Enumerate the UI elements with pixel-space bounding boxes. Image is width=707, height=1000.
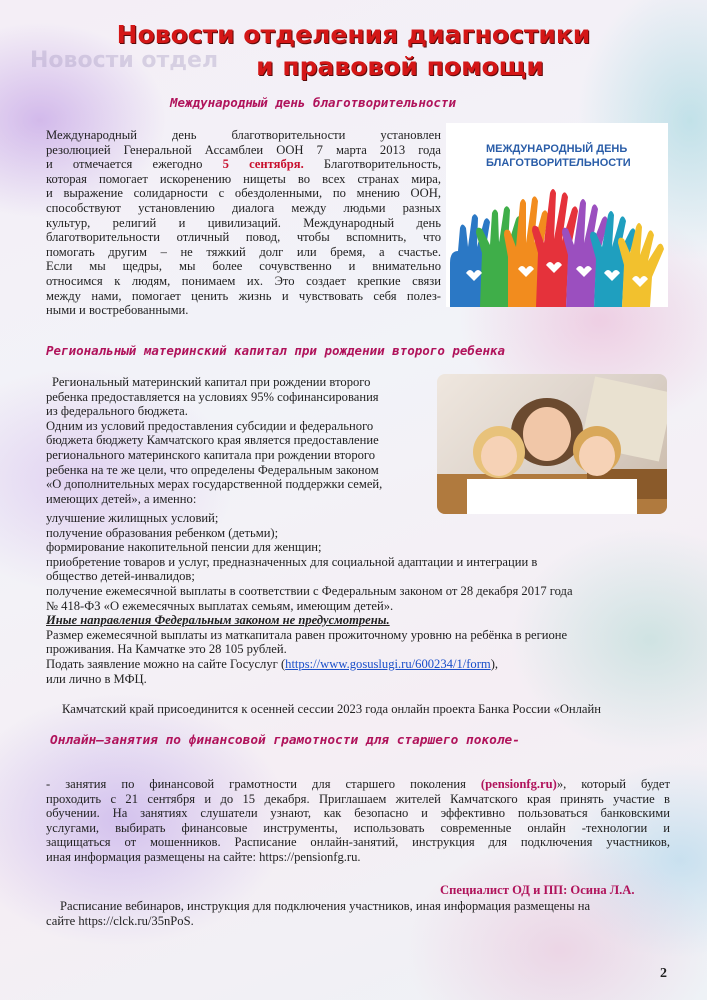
apply-line-2: или лично в МФЦ. <box>46 671 147 686</box>
text-line: Если мы щедры, мы более сочувственно и внимательно <box>46 259 441 274</box>
list-item-continuation: № 418-ФЗ «О ежемесячных выплатах семьям, имеющим детей». <box>46 598 394 613</box>
note-bold: Иные направления Федеральным законом не предусмотрены. <box>46 613 390 628</box>
text-line: ребенка на те же цели, что определены Федеральным законом <box>46 462 379 477</box>
text-line: ными и востребованными. <box>46 303 189 318</box>
note-line <box>46 613 686 628</box>
apply-line: Подать заявление можно на сайте Госуслуг (https://www.gosuslugi.ru/600234/1/form), <box>46 656 499 671</box>
text-line: Расписание вебинаров, инструкция для подключения участников, иная информация размещены на <box>60 899 591 913</box>
section-charity-body <box>46 128 441 318</box>
text-line: Одним из условий предоставления субсидии и федерального <box>46 418 374 433</box>
charity-day-image <box>446 123 668 307</box>
text-line: имеющих детей», а именно: <box>46 491 197 506</box>
text-line: и выражение солидарности с обездоленными, по мнению ООН, <box>46 186 441 201</box>
text-line: резолюцией Генеральной Ассамблеи ООН 7 марта 2013 года <box>46 142 441 157</box>
text-line: между нами, помогает ценить жизнь и чувствовать себя полез- <box>46 288 441 303</box>
image-caption-line1: МЕЖДУНАРОДНЫЙ ДЕНЬ <box>486 143 628 155</box>
family-illustration <box>437 374 667 514</box>
text-line: «О дополнительных мерах государственной поддержки семей, <box>46 477 383 492</box>
header-ghost-text: Новости отдел <box>30 48 219 73</box>
text-line: - занятия по финансовой грамотности для старшего поколения (pensionfg.ru)», который будет <box>46 777 670 791</box>
section-financial-body <box>46 777 670 865</box>
payment-line-2: проживания. На Камчатке это 28 105 рублей. <box>46 642 287 657</box>
pensionfg-highlight: (pensionfg.ru) <box>480 777 557 791</box>
text-line: проходить с 21 сентября и до 15 декабря. Приглашаем жителей Камчатского края принять участие в <box>46 791 670 806</box>
raised-hands-illustration <box>446 173 668 307</box>
text-line: иная информация размещены на сайте: https://pensionfg.ru. <box>46 849 361 864</box>
text-line: сайте https://clck.ru/35nPoS. <box>46 913 194 928</box>
section-heading-charity-day: Международный день благотворительности <box>170 95 456 110</box>
text-line: обучении. На занятиях слушатели узнают, как безопасно и эффективно пользоваться банковскими <box>46 806 670 821</box>
text-line: благотворительности отличный повод, чтобы вспомнить, что <box>46 230 441 245</box>
footer-schedule <box>46 899 670 928</box>
date-highlight: 5 сентября. <box>222 157 304 172</box>
section-heading-financial-literacy: Онлайн—занятия по финансовой грамотности для старшего поколе- <box>50 733 520 748</box>
text-line: бюджета бюджету Камчатского края является предоставление <box>46 433 379 448</box>
benefit-list <box>46 511 686 686</box>
page-title-line1: Новости отделения диагностики <box>116 20 591 49</box>
list-item: приобретение товаров и услуг, предназначенных для социальной адаптации и интеграции в <box>46 554 538 569</box>
list-item-continuation: общество детей-инвалидов; <box>46 569 195 584</box>
text-line: Региональный материнский капитал при рождении второго <box>52 375 371 389</box>
text-line: культур, религий и цивилизаций. Международный день <box>46 215 441 230</box>
text-line: Международный день благотворительности установлен <box>46 128 441 142</box>
text-line: защищаться от мошенников. Расписание онлайн-занятий, инструкция для подключения участников, <box>46 835 670 850</box>
section-maternity-body <box>46 375 436 506</box>
text-line: из федерального бюджета. <box>46 404 188 419</box>
list-item: формирование накопительной пенсии для женщин; <box>46 540 322 555</box>
text-line: способствуют установлению диалога между людьми разных <box>46 200 441 215</box>
gosuslugi-link[interactable]: https://www.gosuslugi.ru/600234/1/form <box>285 656 491 671</box>
payment-line: Размер ежемесячной выплаты из маткапитала равен прожиточному уровню на ребёнка в регионе <box>46 627 568 642</box>
page-title-line2: и правовой помощи <box>256 52 544 81</box>
text-line: относимся к людям, понимаем их. Это создает крепкие связи <box>46 273 441 288</box>
list-item: получение образования ребенком (детьми); <box>46 525 279 540</box>
text-line: помогать другим – не тяжкий долг или бремя, а счастье. <box>46 244 441 259</box>
text-line: услугами, выбирать финансовые инструменты, использовать современные онлайн -технологии и <box>46 820 670 835</box>
section-heading-maternity-capital: Региональный материнский капитал при рождении второго ребенка <box>46 343 506 358</box>
list-item: улучшение жилищных условий; <box>46 511 219 525</box>
text-line: регионального материнского капитала при рождении второго <box>46 447 376 462</box>
image-caption-line2: БЛАГОТВОРИТЕЛЬНОСТИ <box>486 157 631 169</box>
text-line: и отмечается ежегодно 5 сентября. Благотворительность, <box>46 157 441 172</box>
kamchatka-announcement: Камчатский край присоединится к осенней сессии 2023 года онлайн проекта Банка России «Онлайн <box>62 702 602 716</box>
text-line: ребенка предоставляется на условиях 95% софинансирования <box>46 389 379 404</box>
signature: Специалист ОД и ПП: Осина Л.А. <box>440 883 635 897</box>
text-line: которая помогает искоренению нищеты во всех странах мира, <box>46 171 441 186</box>
family-photo <box>437 374 667 514</box>
list-item: получение ежемесячной выплаты в соответствии с Федеральным законом от 28 декабря 2017 года <box>46 583 573 598</box>
page-number: 2 <box>660 966 667 981</box>
